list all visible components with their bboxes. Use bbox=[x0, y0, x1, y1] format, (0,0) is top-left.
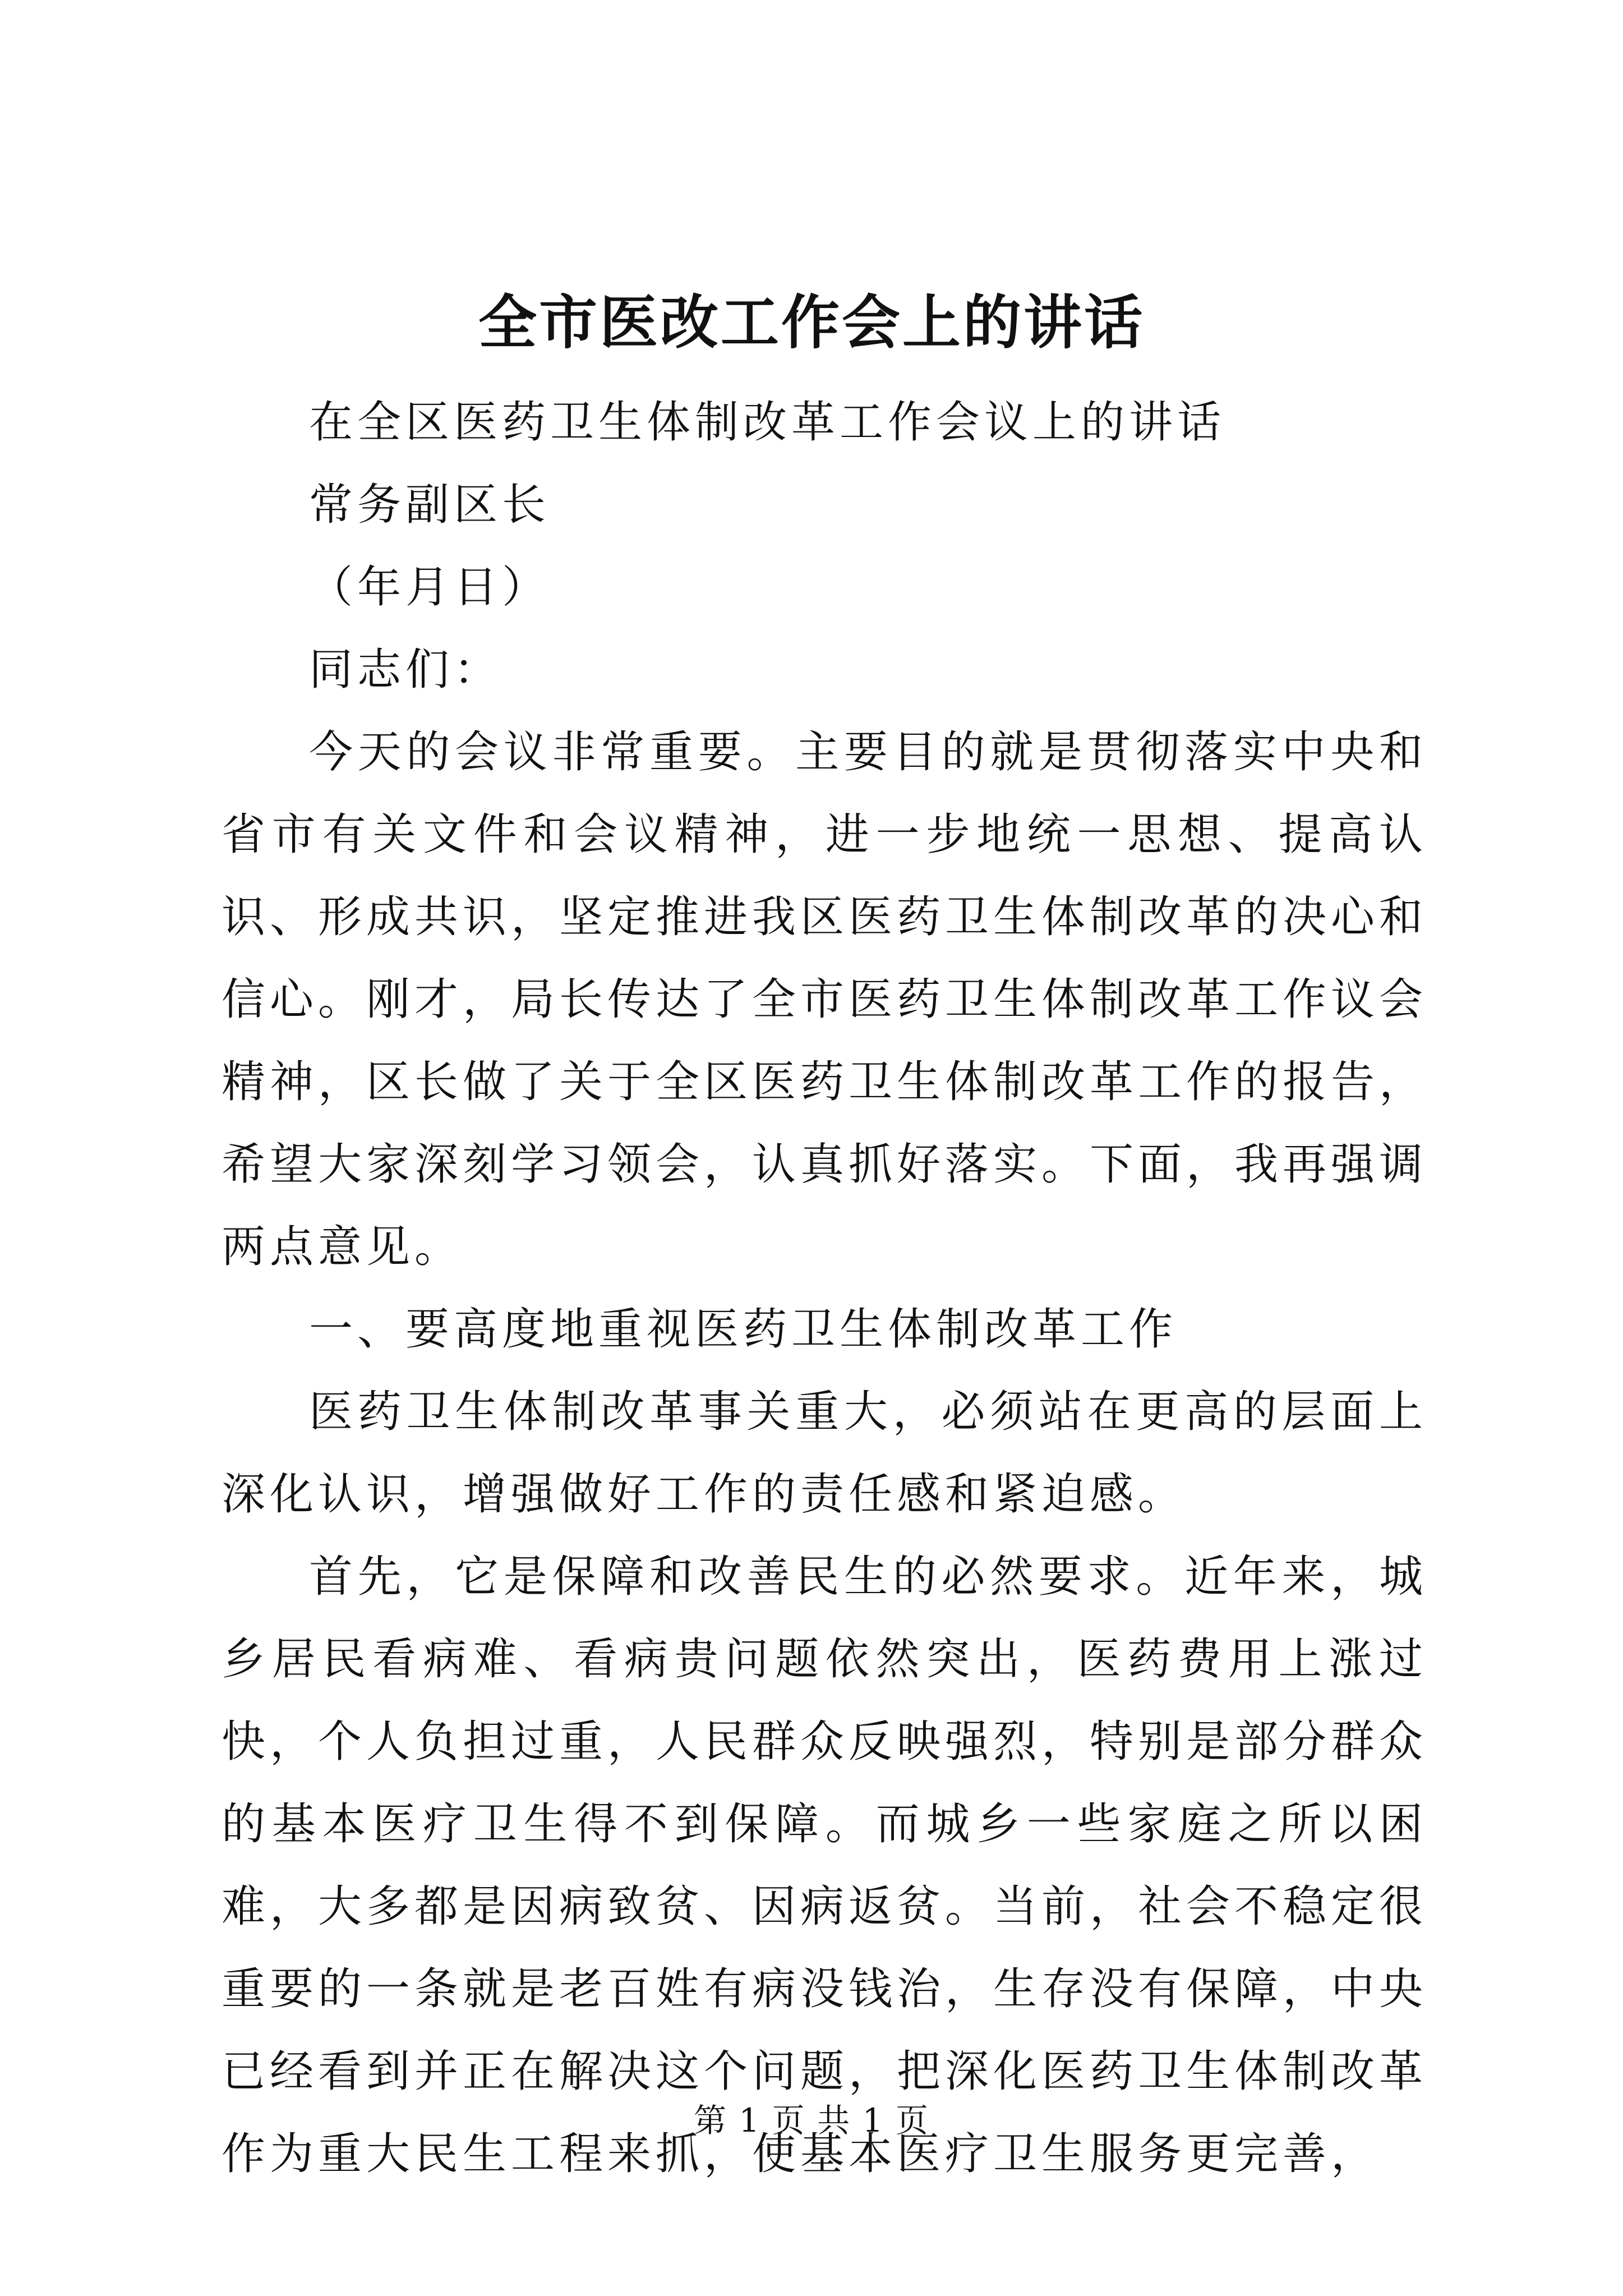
section-heading: 一、要高度地重视医药卫生体制改革工作 bbox=[309, 1304, 1178, 1355]
speech-subtitle: 在全区医药卫生体制改革工作会议上的讲话 bbox=[309, 397, 1226, 448]
body-paragraph: 医药卫生体制改革事关重大，必须站在更高的层面上深化认识，增强做好工作的责任感和紧迫感。 bbox=[222, 1387, 1427, 1520]
speech-date: （年月日） bbox=[309, 562, 551, 613]
document-body bbox=[222, 381, 1427, 2196]
page-footer: 第 1 页 共 1 页 bbox=[694, 2101, 929, 2139]
body-paragraph: 首先，它是保障和改善民生的必然要求。近年来，城乡居民看病难、看病贵问题依然突出，医药费用上涨过快，个人负担过重，人民群众反映强烈，特别是部分群众的基本医疗卫生得不到保障。而城乡一些家庭之所以困难，大多都是因病致贫、因病返贫。当前，社会不稳定很重要的一条就是老百姓有病没钱治，生存没有保障，中央已经看到并正在解决这个问题，把深化医药卫生体制改革作为重大民生工程来抓，使基本医疗卫生服务更完善， bbox=[222, 1552, 1428, 2179]
document-title: 全市医改工作会上的讲话 bbox=[478, 288, 1145, 357]
salutation: 同志们： bbox=[309, 645, 502, 695]
speaker-title: 常务副区长 bbox=[309, 480, 551, 530]
body-paragraph: 今天的会议非常重要。主要目的就是贯彻落实中央和省市有关文件和会议精神，进一步地统一思想、提高认识、形成共识，坚定推进我区医药卫生体制改革的决心和信心。刚才，局长传达了全市医药卫生体制改革工作议会精神，区长做了关于全区医药卫生体制改革工作的报告，希望大家深刻学习领会，认真抓好落实。下面，我再强调两点意见。 bbox=[222, 727, 1428, 1272]
